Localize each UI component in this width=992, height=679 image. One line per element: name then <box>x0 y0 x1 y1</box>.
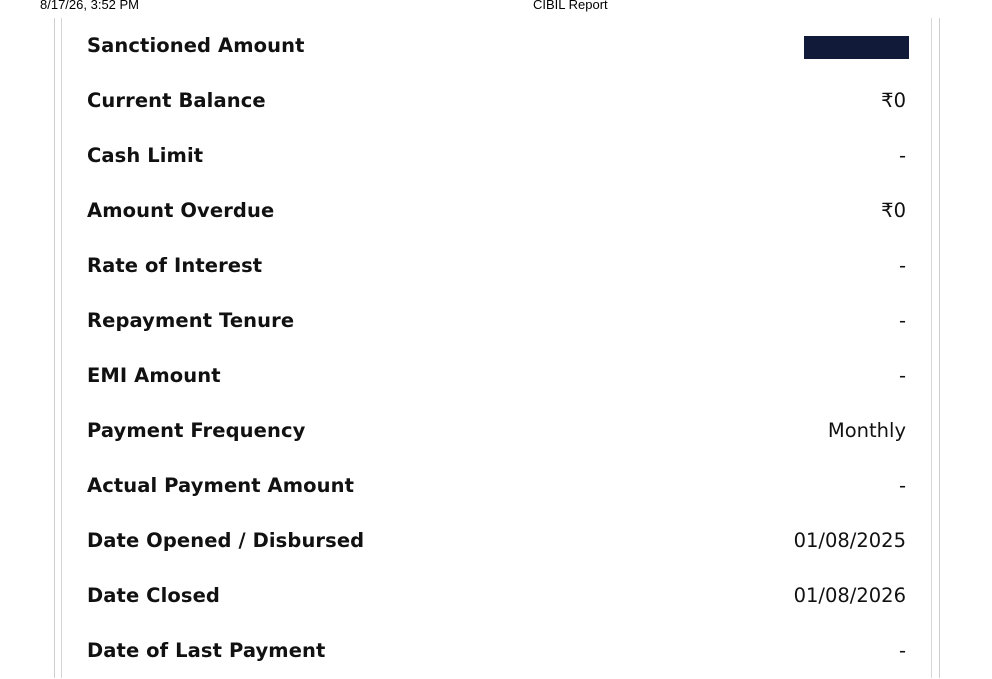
detail-row-current-balance <box>87 74 906 129</box>
detail-value: 01/08/2026 <box>793 584 906 607</box>
detail-row-payment-frequency <box>87 404 906 459</box>
document-title: CIBIL Report <box>533 0 608 12</box>
detail-label: Current Balance <box>87 89 266 112</box>
print-header <box>0 0 992 14</box>
detail-label: Sanctioned Amount <box>87 34 305 57</box>
detail-label: EMI Amount <box>87 364 221 387</box>
detail-value: Monthly <box>827 419 906 442</box>
detail-value: - <box>898 639 906 662</box>
detail-label: Repayment Tenure <box>87 309 295 332</box>
detail-label: Cash Limit <box>87 144 204 167</box>
redacted-value-block <box>804 36 909 59</box>
detail-value: - <box>898 474 906 497</box>
detail-row-date-closed <box>87 569 906 624</box>
detail-label: Actual Payment Amount <box>87 474 355 497</box>
detail-value: ₹0 <box>881 199 906 222</box>
account-details-list <box>87 19 906 679</box>
print-timestamp: 8/17/26, 3:52 PM <box>40 0 140 12</box>
detail-row-sanctioned-amount <box>87 19 906 74</box>
detail-value: - <box>898 254 906 277</box>
detail-row-actual-payment-amount <box>87 459 906 514</box>
detail-label: Rate of Interest <box>87 254 263 277</box>
detail-label: Date Closed <box>87 584 220 607</box>
detail-row-amount-overdue <box>87 184 906 239</box>
detail-row-rate-of-interest <box>87 239 906 294</box>
detail-row-cash-limit <box>87 129 906 184</box>
detail-label: Payment Frequency <box>87 419 306 442</box>
detail-value: - <box>898 364 906 387</box>
detail-row-emi-amount <box>87 349 906 404</box>
detail-value: - <box>898 144 906 167</box>
detail-row-repayment-tenure <box>87 294 906 349</box>
detail-row-date-of-last-payment <box>87 624 906 679</box>
detail-label: Amount Overdue <box>87 199 275 222</box>
detail-label: Date of Last Payment <box>87 639 326 662</box>
detail-row-date-opened <box>87 514 906 569</box>
detail-label: Date Opened / Disbursed <box>87 529 365 552</box>
detail-value: 01/08/2025 <box>793 529 906 552</box>
detail-value: - <box>898 309 906 332</box>
detail-value: ₹0 <box>881 89 906 112</box>
